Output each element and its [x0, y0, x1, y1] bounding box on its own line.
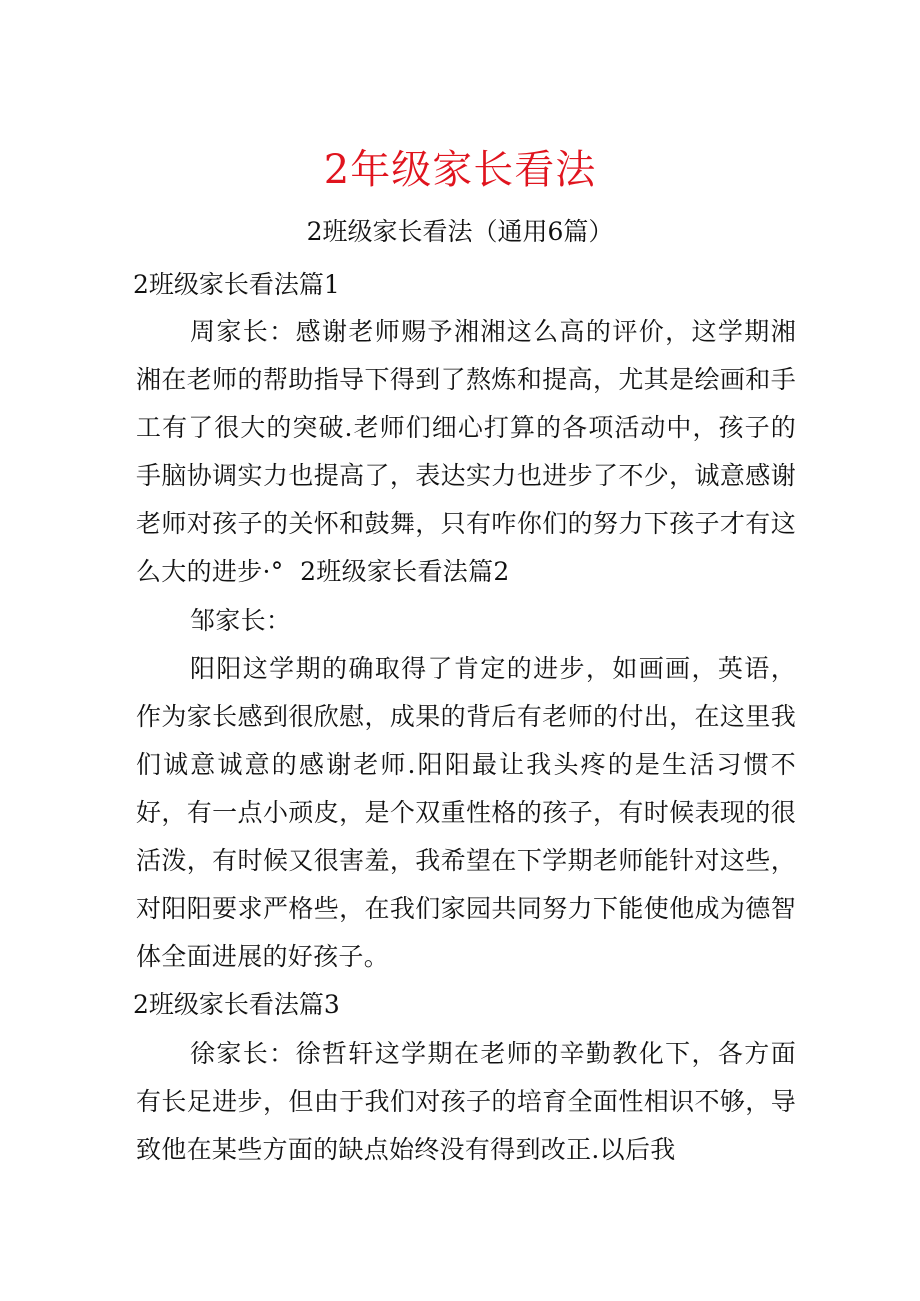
paragraph-2: 邹家长： [190, 606, 292, 635]
section-heading-2: 2班级家长看法篇2 [300, 557, 510, 586]
paragraph-1-text: 周家长：感谢老师赐予湘湘这么高的评价，这学期湘湘在老师的帮助指导下得到了熬炼和提高，尤其是绘画和手工有了很大的突破.老师们细心打算的各项活动中，孩子的手脑协调实力也提高了，表达实力也进步了不少，诚意感谢老师对孩子的关怀和鼓舞，只有咋你们的努力下孩子才有这么大的进步·° [136, 317, 796, 586]
document-subtitle: 2班级家长看法（通用6篇） [306, 217, 614, 246]
document-title: 2年级家长看法 [323, 147, 597, 193]
section-heading-1: 2班级家长看法篇1 [133, 270, 340, 299]
paragraph-1 [136, 308, 796, 596]
paragraph-4: 徐家长：徐哲轩这学期在老师的辛勤教化下，各方面有长足进步，但由于我们对孩子的培育全面性相识不够，导致他在某些方面的缺点始终没有得到改正.以后我 [136, 1039, 796, 1164]
paragraph-3: 阳阳这学期的确取得了肯定的进步，如画画，英语，作为家长感到很欣慰，成果的背后有老师的付出，在这里我们诚意诚意的感谢老师.阳阳最让我头疼的是生活习惯不好，有一点小顽皮，是个双重性格的孩子，有时候表现的很活泼，有时候又很害羞，我希望在下学期老师能针对这些，对阳阳要求严格些，在我们家园共同努力下能使他成为德智体全面进展的好孩子。 [136, 654, 796, 971]
section-heading-3: 2班级家长看法篇3 [133, 990, 340, 1019]
